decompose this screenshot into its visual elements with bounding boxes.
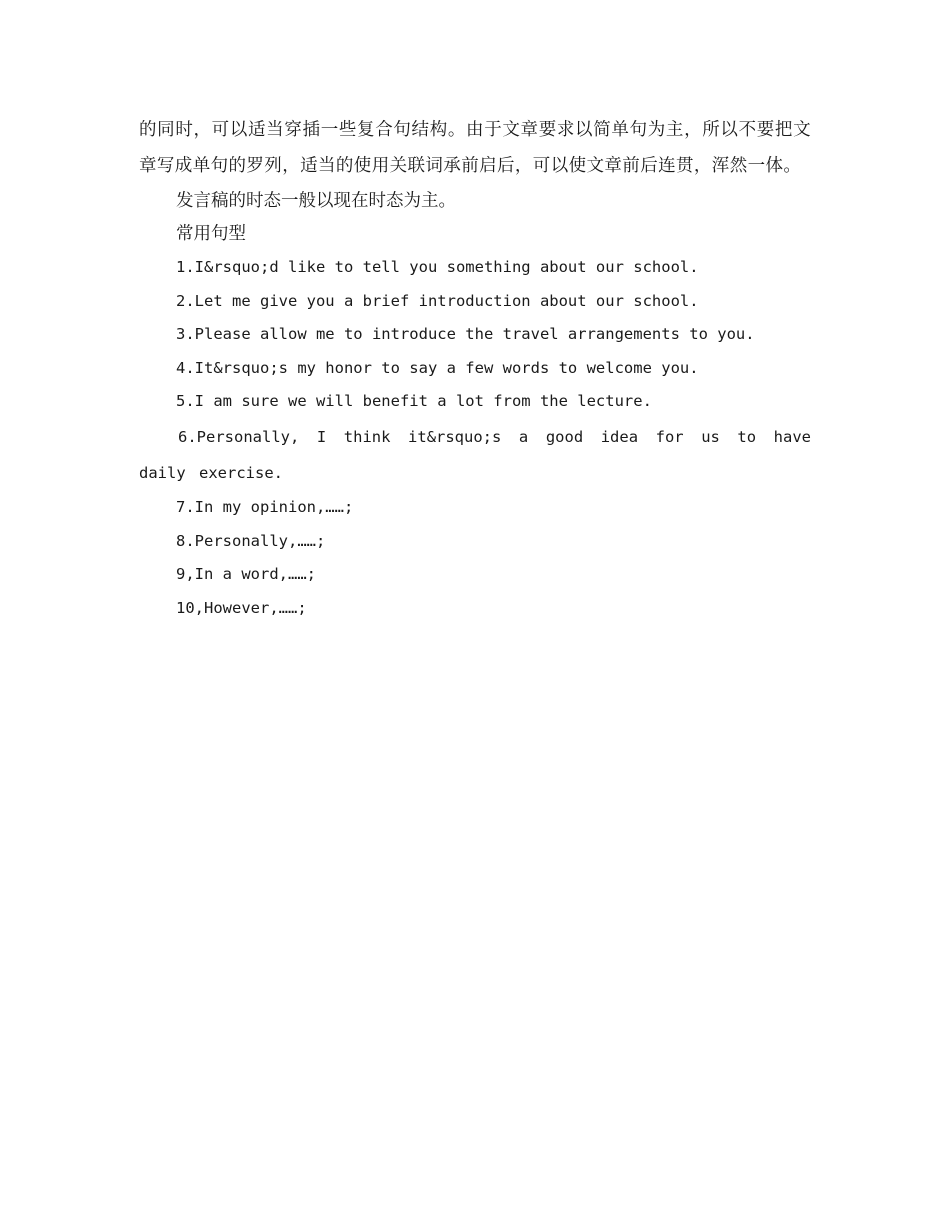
- document-page: [139, 112, 811, 625]
- sentence-item: 8.Personally,……;: [176, 531, 326, 550]
- sentence-item: 4.It&rsquo;s my honor to say a few words to welcome you.: [176, 358, 699, 377]
- section-heading: 常用句型: [176, 224, 246, 244]
- sentence-item: 10,However,……;: [176, 598, 307, 617]
- sentence-item: 3.Please allow me to introduce the travel arrangements to you.: [176, 325, 755, 344]
- sentence-item: 1.I&rsquo;d like to tell you something about our school.: [176, 258, 699, 276]
- sentence-item: 6.Personally, I think it&rsquo;s a good idea for us to have daily exercise.: [139, 427, 811, 482]
- intro-paragraph: 的同时，可以适当穿插一些复合句结构。由于文章要求以简单句为主，所以不要把文章写成单句的罗列，适当的使用关联词承前启后，可以使文章前后连贯，浑然一体。: [139, 120, 811, 176]
- sentence-item: 2.Let me give you a brief introduction about our school.: [176, 291, 699, 310]
- sentence-item: 9,In a word,……;: [176, 565, 316, 584]
- sentence-item: 5.I am sure we will benefit a lot from the lecture.: [176, 392, 652, 411]
- sentence-item: 7.In my opinion,……;: [176, 497, 354, 516]
- tense-note: 发言稿的时态一般以现在时态为主。: [176, 191, 456, 211]
